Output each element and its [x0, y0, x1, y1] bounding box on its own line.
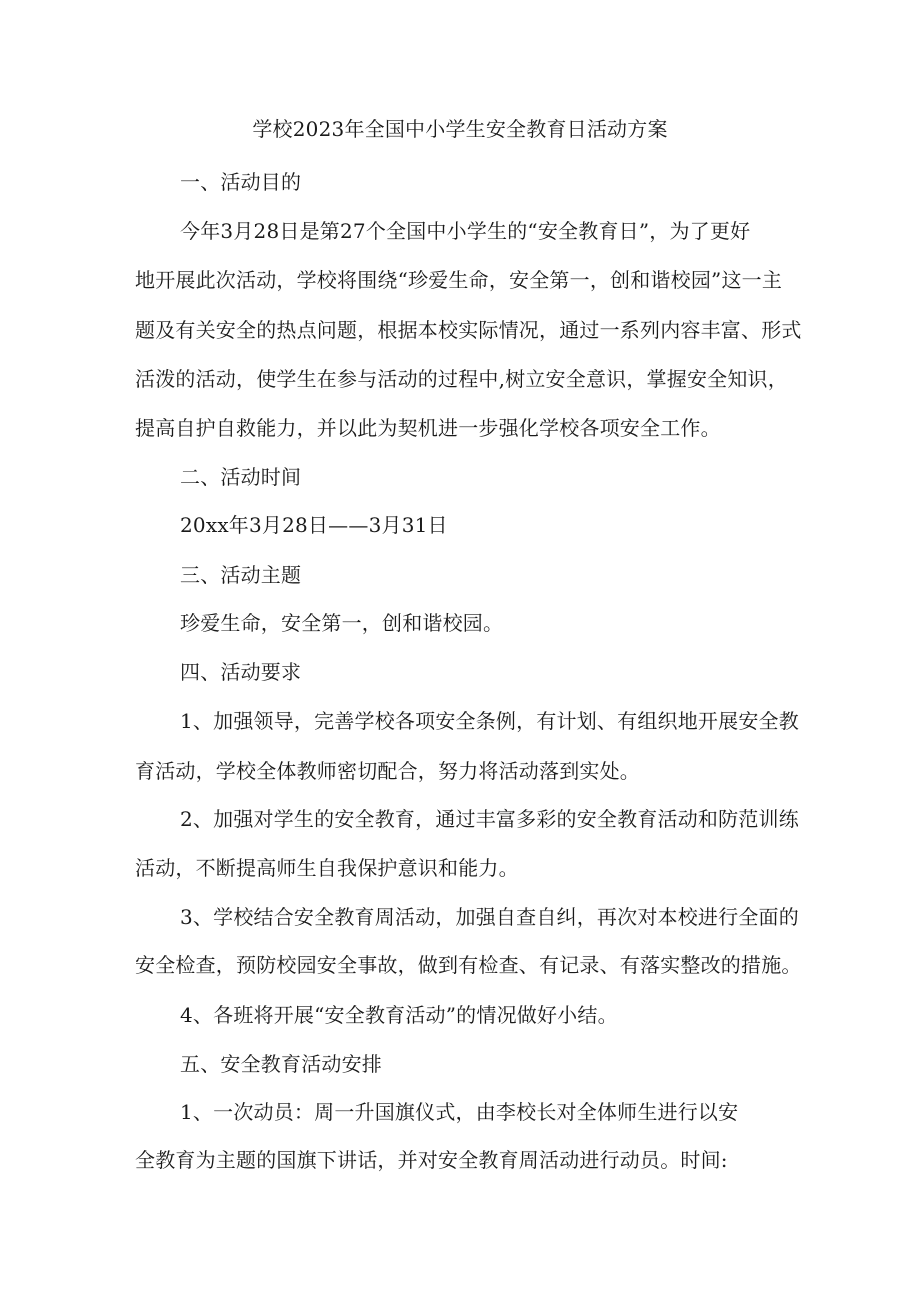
- section-heading-time: 二、活动时间: [180, 465, 302, 489]
- paragraph-line: 题及有关安全的热点问题，根据本校实际情况，通过一系列内容丰富、形式: [135, 318, 802, 342]
- paragraph-line: 2、加强对学生的安全教育，通过丰富多彩的安全教育活动和防范训练: [180, 807, 799, 831]
- paragraph-line: 4、各班将开展“安全教育活动”的情况做好小结。: [180, 1003, 618, 1027]
- activity-theme: 珍爱生命，安全第一，创和谐校园。: [180, 611, 504, 635]
- paragraph-line: 活泼的活动，使学生在参与活动的过程中,树立安全意识，掌握安全知识，: [135, 367, 788, 391]
- paragraph-line: 安全检查，预防校园安全事故，做到有检查、有记录、有落实整改的措施。: [135, 953, 802, 977]
- paragraph-line: 活动，不断提高师生自我保护意识和能力。: [135, 856, 519, 880]
- paragraph-line: 3、学校结合安全教育周活动，加强自查自纠，再次对本校进行全面的: [180, 905, 799, 929]
- paragraph-line: 1、加强领导，完善学校各项安全条例，有计划、有组织地开展安全教: [180, 709, 799, 733]
- section-heading-requirements: 四、活动要求: [180, 660, 302, 684]
- section-heading-arrangement: 五、安全教育活动安排: [180, 1052, 382, 1076]
- paragraph-line: 育活动，学校全体教师密切配合，努力将活动落到实处。: [135, 759, 640, 783]
- paragraph-line: 地开展此次活动，学校将围绕“珍爱生命，安全第一，创和谐校园”这一主: [135, 268, 783, 292]
- section-heading-theme: 三、活动主题: [180, 563, 302, 587]
- document-title: 学校2023年全国中小学生安全教育日活动方案: [252, 117, 668, 141]
- section-heading-purpose: 一、活动目的: [180, 170, 302, 194]
- paragraph-line: 全教育为主题的国旗下讲话，并对安全教育周活动进行动员。时间:: [135, 1148, 728, 1172]
- paragraph-line: 提高自护自救能力，并以此为契机进一步强化学校各项安全工作。: [135, 416, 721, 440]
- paragraph-line: 今年3月28日是第27个全国中小学生的“安全教育日”，为了更好: [180, 219, 751, 243]
- paragraph-line: 1、一次动员：周一升国旗仪式，由李校长对全体师生进行以安: [180, 1100, 739, 1124]
- activity-date-range: 20xx年3月28日——3月31日: [180, 513, 448, 537]
